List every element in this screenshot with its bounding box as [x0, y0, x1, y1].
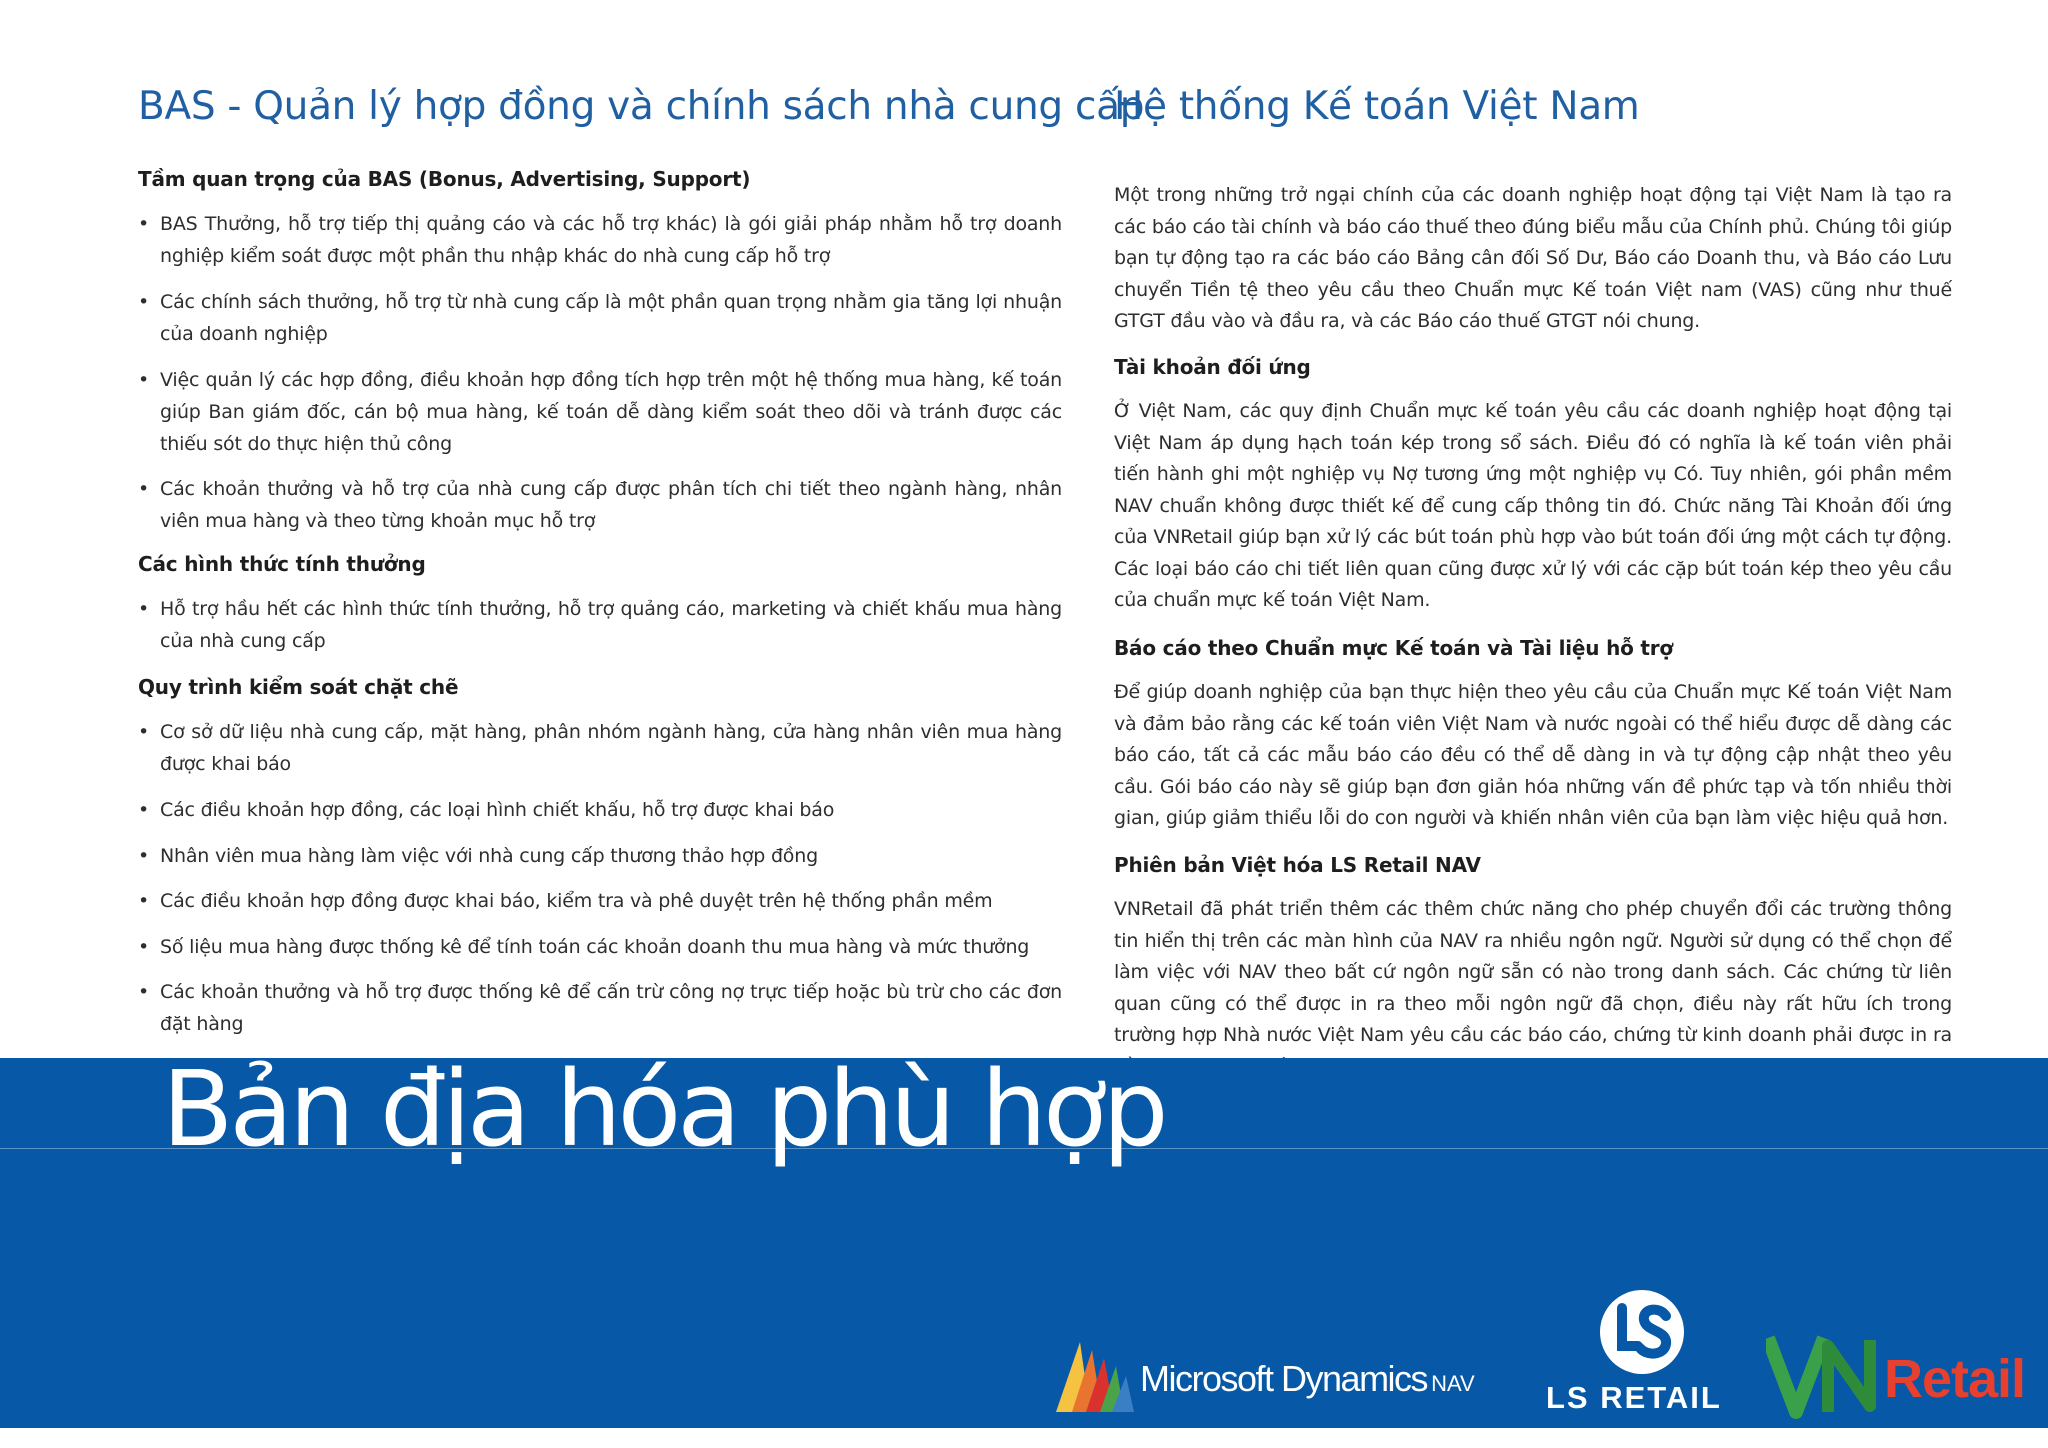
section-title-control-process: Quy trình kiểm soát chặt chẽ — [138, 675, 459, 699]
bullet-item: • Các điều khoản hợp đồng được khai báo, kiểm tra và phê duyệt trên hệ thống phần mềm — [138, 885, 1062, 917]
section-title-localized-version: Phiên bản Việt hóa LS Retail NAV — [1114, 853, 1481, 877]
bullet-item: • Các điều khoản hợp đồng, các loại hình chiết khấu, hỗ trợ được khai báo — [138, 794, 1062, 826]
section-title-bonus-types: Các hình thức tính thưởng — [138, 552, 426, 576]
microsoft-dynamics-wordmark — [1140, 1358, 1475, 1400]
ls-retail-logo-icon — [1534, 1288, 1734, 1380]
microsoft-dynamics-logo — [1052, 1336, 1475, 1416]
bottom-margin — [0, 1428, 2048, 1448]
section-title-contra-account: Tài khoản đối ứng — [1114, 355, 1311, 379]
dynamics-logo-icon — [1052, 1336, 1136, 1416]
section-title-bas-importance: Tầm quan trọng của BAS (Bonus, Advertising, Support) — [138, 167, 751, 191]
bullet-item: • Các khoản thưởng và hỗ trợ của nhà cung cấp được phân tích chi tiết theo ngành hàng, nhân viên mua hàng và theo từng khoản mục hỗ trợ — [138, 473, 1062, 537]
ls-retail-wordmark: LS RETAIL — [1546, 1380, 1722, 1415]
left-heading: BAS - Quản lý hợp đồng và chính sách nhà cung cấp — [138, 84, 1145, 129]
bullet-item: • Cơ sở dữ liệu nhà cung cấp, mặt hàng, phân nhóm ngành hàng, cửa hàng nhân viên mua hàng được khai báo — [138, 716, 1062, 780]
intro-paragraph: Một trong những trở ngại chính của các doanh nghiệp hoạt động tại Việt Nam là tạo ra các báo cáo tài chính và báo cáo thuế theo đúng biểu mẫu của Chính phủ. Chúng tôi giúp bạn tự động tạo ra các báo cáo Bảng cân đối Số Dư, Báo cáo Doanh thu, và Báo cáo Lưu chuyển Tiền tệ theo yêu cầu theo Chuẩn mực Kế toán Việt nam (VAS) cũng như thuế GTGT đầu vào và đầu ra, và các Báo cáo thuế GTGT nói chung. — [1114, 184, 1952, 332]
ls-retail-logo — [1534, 1288, 1734, 1420]
bullet-item: • Việc quản lý các hợp đồng, điều khoản hợp đồng tích hợp trên một hệ thống mua hàng, kế toán giúp Ban giám đốc, cán bộ mua hàng, kế toán dễ dàng kiểm soát theo dõi và tránh được các thiếu sót do thực hiện thủ công — [138, 364, 1062, 460]
right-heading: Hệ thống Kế toán Việt Nam — [1114, 84, 1640, 129]
section-title-vas-reports: Báo cáo theo Chuẩn mực Kế toán và Tài liệu hỗ trợ — [1114, 636, 1673, 660]
vnretail-wordmark — [1884, 1348, 2025, 1410]
bullet-item: • Hỗ trợ hầu hết các hình thức tính thưởng, hỗ trợ quảng cáo, marketing và chiết khấu mua hàng của nhà cung cấp — [138, 593, 1062, 657]
contra-account-paragraph: Ở Việt Nam, các quy định Chuẩn mực kế toán yêu cầu các doanh nghiệp hoạt động tại Việt Nam áp dụng hạch toán kép trong sổ sách. Điều đó có nghĩa là kế toán viên phải tiến hành ghi một nghiệp vụ Nợ tương ứng một nghiệp vụ Có. Tuy nhiên, gói phần mềm NAV chuẩn không được thiết kế để cung cấp thông tin đó. Chức năng Tài Khoản đối ứng của VNRetail giúp bạn xử lý các bút toán phù hợp vào bút toán đối ứng một cách tự động. Các loại báo cáo chi tiết liên quan cũng được xử lý với các cặp bút toán kép theo yêu cầu của chuẩn mực kế toán Việt Nam. — [1114, 400, 1952, 611]
bullet-item: • Nhân viên mua hàng làm việc với nhà cung cấp thương thảo hợp đồng — [138, 840, 1062, 872]
vnretail-logo-icon — [1766, 1326, 1886, 1422]
banner-title: Bản địa hóa phù hợp — [162, 1048, 1165, 1170]
bullet-item: • Các khoản thưởng và hỗ trợ được thống kê để cấn trừ công nợ trực tiếp hoặc bù trừ cho các đơn đặt hàng — [138, 976, 1062, 1040]
vnretail-wordmark-text: Retail — [1884, 1349, 2026, 1409]
microsoft-dynamics-suffix: NAV — [1431, 1371, 1475, 1396]
bullet-item: • Các chính sách thưởng, hỗ trợ từ nhà cung cấp là một phần quan trọng nhằm gia tăng lợi nhuận của doanh nghiệp — [138, 286, 1062, 350]
microsoft-dynamics-name: Microsoft Dynamics — [1140, 1358, 1428, 1399]
vnretail-logo — [1766, 1326, 2026, 1422]
localized-version-paragraph: VNRetail đã phát triển thêm các thêm chức năng cho phép chuyển đổi các trường thông tin hiển thị trên các màn hình của NAV ra nhiều ngôn ngữ. Người sử dụng có thể chọn để làm việc với NAV theo bất cứ ngôn ngữ sẵn có nào trong danh sách. Các chứng từ liên quan cũng có thể được in ra theo mỗi ngôn ngữ đã chọn, điều này rất hữu ích trong trường hợp Nhà nước Việt Nam yêu cầu các báo cáo, chứng từ kinh doanh phải được in ra — [1114, 898, 1952, 1046]
bullet-item: • Số liệu mua hàng được thống kê để tính toán các khoản doanh thu mua hàng và mức thưởng — [138, 931, 1062, 963]
bullet-item: • BAS Thưởng, hỗ trợ tiếp thị quảng cáo và các hỗ trợ khác) là gói giải pháp nhằm hỗ trợ doanh nghiệp kiểm soát được một phần thu nhập khác do nhà cung cấp hỗ trợ — [138, 208, 1062, 272]
vas-reports-paragraph: Để giúp doanh nghiệp của bạn thực hiện theo yêu cầu của Chuẩn mực Kế toán Việt Nam và đảm bảo rằng các kế toán viên Việt Nam và nước ngoài có thể hiểu được dễ dàng các báo cáo, tất cả các mẫu báo cáo đều có thể dễ dàng in và tự động cập nhật theo yêu cầu. Gói báo cáo này sẽ giúp bạn đơn giản hóa những vấn đề phức tạp và tốn nhiều thời gian, giúp giảm thiểu lỗi do con người và khiến nhân viên của bạn làm việc hiệu quả hơn. — [1114, 681, 1952, 829]
